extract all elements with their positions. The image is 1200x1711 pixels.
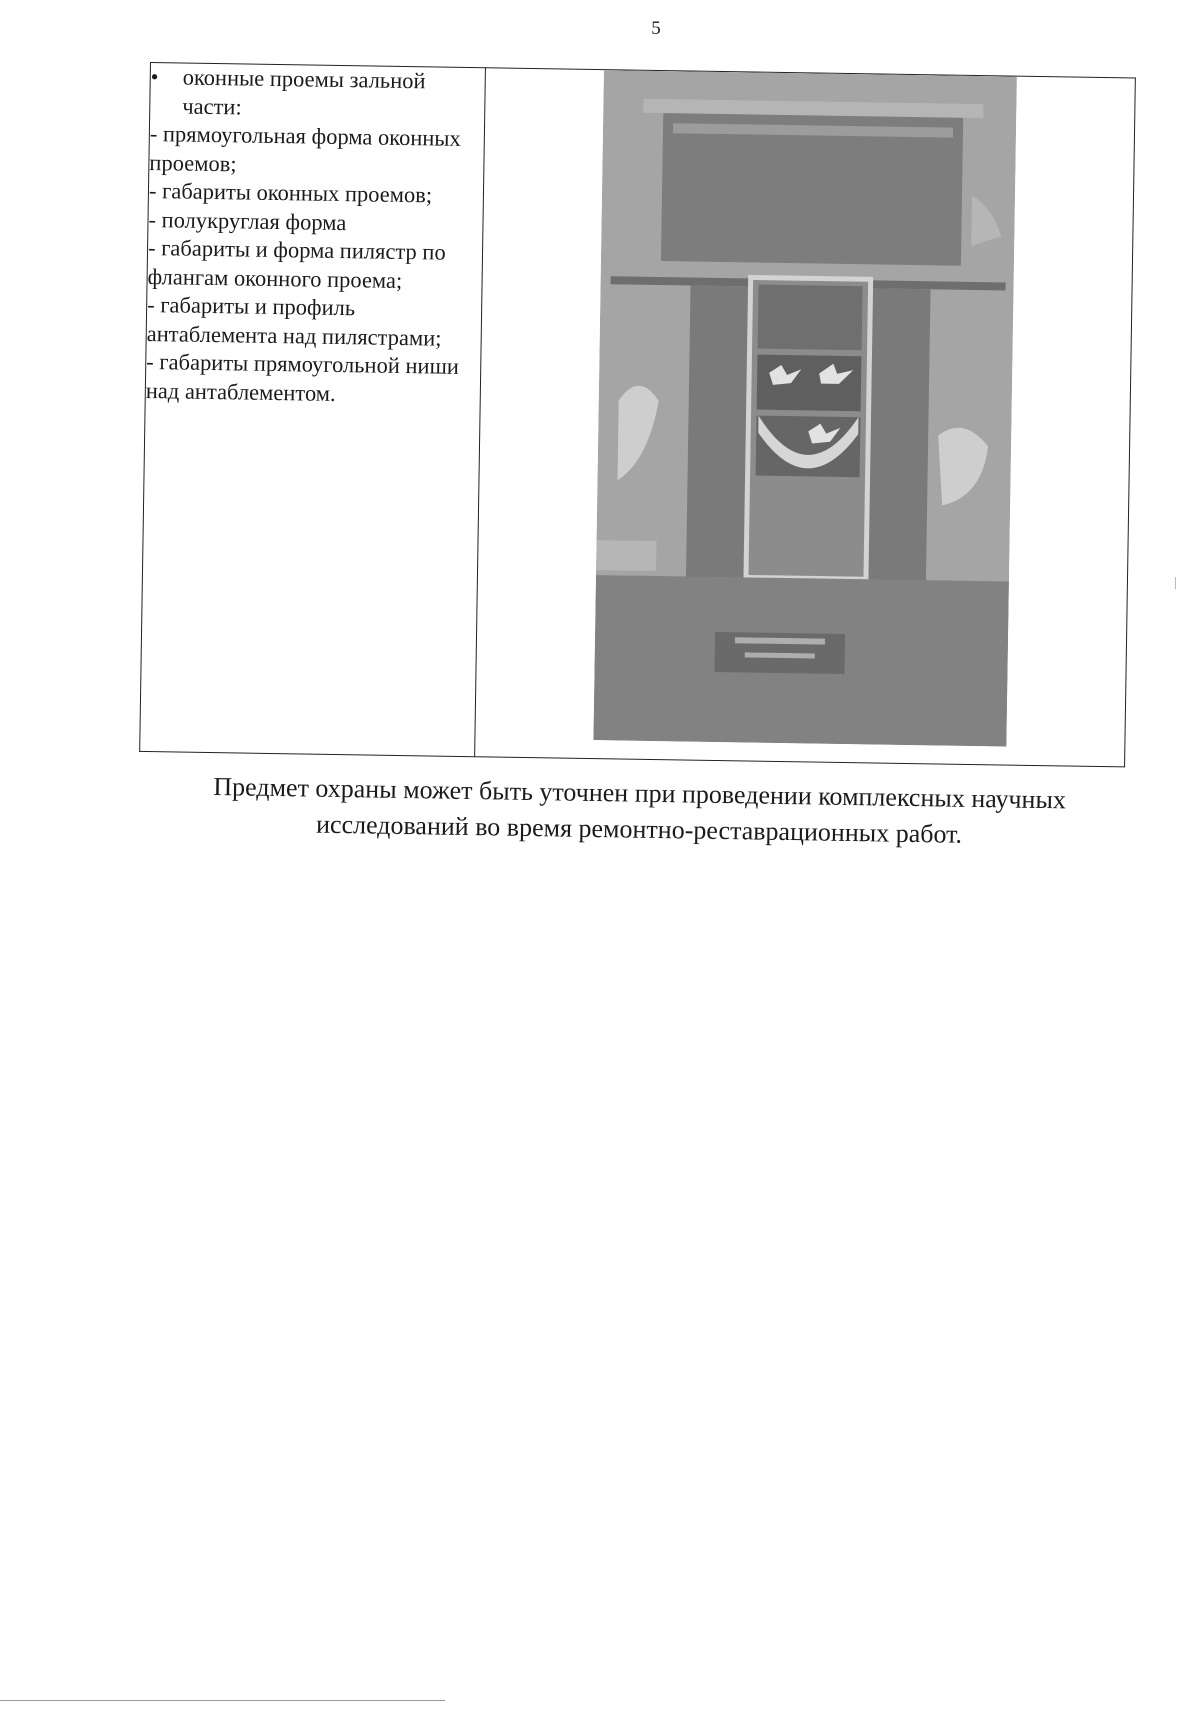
list-item: - полукруглая форма [148, 206, 347, 235]
table-row [140, 63, 1136, 767]
protection-note: Предмет охраны может быть уточнен при проведении комплексных научных исследований во время ремонтно-реставрационных работ. [213, 771, 1067, 849]
bullet-icon: • [150, 64, 159, 90]
bullet-item-text: оконные проемы зальной части: [182, 64, 426, 119]
bottom-rule [0, 1700, 445, 1701]
list-item: - габариты прямоугольной ниши над антаблементом. [145, 348, 460, 406]
list-item: - габариты оконных проемов; [148, 178, 433, 208]
window-photo-icon [593, 70, 1016, 746]
list-item: - габариты и профиль антаблемента над пилястрами; [146, 291, 442, 351]
scan-mark [1175, 577, 1176, 589]
image-cell [475, 68, 1136, 767]
page-number: 5 [651, 18, 661, 39]
doc-table [139, 62, 1136, 767]
list-item: - габариты и форма пилястр по флангам оконного проема; [147, 234, 446, 293]
bullet-item [150, 63, 485, 125]
text-cell [140, 63, 486, 757]
protection-table [139, 62, 1136, 767]
list-item: - прямоугольная форма оконных проемов; [149, 121, 461, 176]
